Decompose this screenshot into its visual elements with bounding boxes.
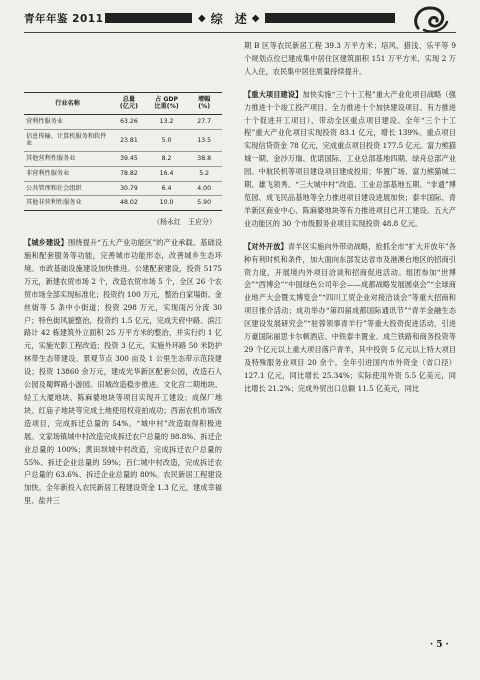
table-cell: 其他营利性服务业	[24, 152, 111, 167]
right-column	[244, 40, 456, 400]
section-title: 综 述	[210, 11, 247, 26]
table-cell: 5.2	[186, 166, 222, 181]
paragraph-opening-up	[244, 241, 456, 396]
table-row	[24, 152, 222, 167]
table-row	[24, 129, 222, 152]
table-col-header: 占 GDP 比重(%)	[147, 93, 187, 115]
table-row	[24, 166, 222, 181]
industry-table	[24, 92, 222, 211]
table-cell: 39.45	[111, 152, 147, 167]
table-cell: 30.79	[111, 181, 147, 196]
paragraph-text: 期 B 区等农民新居工程 39.3 万平方米；培风、猎浅、乐平等 9 个规划点位已建成集中居住区建筑面积 151 万平方米，实现 2 万人入住，农民集中居住质量持续提升。	[244, 41, 456, 76]
table-cell: 8.2	[147, 152, 187, 167]
table-cell: 其他非营利性服务业	[24, 196, 111, 211]
table-cell: 非营利性服务业	[24, 166, 111, 181]
table-cell: 公共管理和社会组织	[24, 181, 111, 196]
left-column	[24, 40, 222, 512]
paragraph-major-projects	[244, 89, 456, 231]
paragraph-text: 围绕提升“五大产业功能区”的产业承载、基础设施和配套服务等功能，完善城市功能形态，改善城乡生态环境。市政基础设施建设加快推进。公建配套建设，投资 5175 万元，新建农贸市场 2 个，改造农贸市场 5 个，全区 26 个农贸市场全部实现标准化；投资约 100 万元，整治白家場街、金丝街等 5 条中小街道；投资 298 万元，实现雨污分流 30 户；特色街风貌整治，投资约 1.5 亿元，完成天府中路、滨江路计 42 栋建筑外立面积 25 万平方米的整治，并实行约 1 亿元，实施光影工程改造；投资 3 亿元，实施外环路 50 米防护林带生态带建设、景观节点 300 亩及 1 公里生态带示范段建设；投资 13860 余万元，建成光华新区配套公园，改造石人公园及蜀辉路小游园。旧城改造稳步推进。文化宫二期地块、轻工大厦地块、陈麻婆地块等项目实现开工建设；成保厂地块、红庙子地块等完成土地使用权竞拍成功；西南农机市场改造项目，完成拆迁总量的 54%。“城中村”改造取得积极进展。文家场镇城中村改造完成拆迁农户总量的 98.8%、拆迁企业总量的 100%；黄田坝城中村改造，完成拆迁农户总量的 55%、拆迁企业总量的 59%；百仁城中村改造，完成拆迁农户总量的 63.6%、拆迁企业总量的 80%。农民新居工程建设加快。全年新投入农民新居工程建设资金 1.3 亿元，建成幸福里、盐井三	[24, 238, 222, 506]
table-cell: 13.5	[186, 129, 222, 152]
journal-title: 青年年鉴 2011	[24, 13, 104, 25]
table-cell: 27.7	[186, 114, 222, 129]
table-col-header: 总量 (亿元)	[111, 93, 147, 115]
swirl-logo-icon	[410, 2, 450, 36]
section-title-box	[192, 9, 265, 27]
table-cell: 5.90	[186, 196, 222, 211]
table-cell: 23.81	[111, 129, 147, 152]
paragraph-urban-construction	[24, 237, 222, 508]
table-col-header: 增幅 (%)	[186, 93, 222, 115]
table-cell: 13.2	[147, 114, 187, 129]
table-cell: 10.0	[147, 196, 187, 211]
diamond-icon: ◆	[251, 12, 260, 24]
section-tag: 【城乡建设】	[24, 238, 68, 248]
page-number: · 5 ·	[430, 640, 449, 650]
table-cell: 6.4	[147, 181, 187, 196]
table-cell: 5.0	[147, 129, 187, 152]
table-header-row	[24, 93, 222, 115]
table-author: （杨永红 王应分）	[153, 218, 216, 227]
table-cell: 78.82	[111, 166, 147, 181]
section-tag: 【重大项目建设】	[244, 89, 303, 99]
table-row	[24, 196, 222, 211]
paragraph-text: 青羊区实施向外带动战略，抢抓全市“扩大开放年”各种有利时机和条件，加大面向东部发达省市及港澳台地区的招商引资力度，开展境内外项目洽谈和招商促进活动。组团参加“世博会”“西博会”“中国绿色公司年会——成都战略发展圆桌会”“全球商业地产大会暨太博览会”“四川工贸企业对接洽谈会”等重大招商和项目推介活动；成功举办“第四届成都国际通讯节”“青羊金融生态区建设发展研究会”“驻蓉领事青羊行”等重大投资促进活动，引进万豪国际丽思卡尔顿酒店、中铁泰丰置业、成兰铁路和商务投资等 29 个亿元以上重大项目落户青羊，其中投资 5 亿元以上特大项目及特殊服务业项目 20 余个。全年引进国内市外资金（省口径）127.1 亿元，同比增长 25.34%；实际使用外资 5.5 亿美元，同比增长 21.2%；完成外贸出口总额 11.5 亿美元，同比	[244, 241, 456, 393]
table-row	[24, 114, 222, 129]
table-cell: 营利性服务业	[24, 114, 111, 129]
table-cell: 信息传输、计算机服务和软件业	[24, 129, 111, 152]
header-rule	[24, 32, 456, 33]
table-cell: 48.02	[111, 196, 147, 211]
table-row	[24, 181, 222, 196]
section-tag: 【对外开放】	[244, 241, 288, 251]
table-col-header: 行业名称	[24, 93, 111, 115]
page-header	[0, 0, 480, 36]
table-cell: 4.00	[186, 181, 222, 196]
table-cell: 38.8	[186, 152, 222, 167]
paragraph-text: 加快实施“三个十工程”重大产业化项目战略（强力推进十个竣工投产项目、全力推进十个加快建设项目、有力推进十个促进开工项目），带动全区重点项目建设。全年“三个十工程”重大产业化项目实现投资 83.1 亿元，增长 139%。重点项目实现信贷资金 78 亿元，完成重点项目投资 177.5 亿元。富力熊猫城一期、金沙万瑞、优诺国际、工业总部基地四期、绿舟总部产业园、中航民机等项目建设项目建成投用；华置广场、富力熊猫城二期、雄飞领秀、“三大城中村”改造、工业总部基地五期、“非遗”博览园、成飞民品基地等全力推进项目建设进展加快；泰丰国际、青羊新区商业中心、陈麻婆地块等有力推进项目已开工建设。五大产业功能区的 30 个市级服务业项目实现投资 48.8 亿元。	[244, 89, 456, 228]
table-cell: 16.4	[147, 166, 187, 181]
diamond-icon: ◆	[198, 12, 206, 24]
paragraph-continued	[244, 40, 456, 79]
table-cell: 63.26	[111, 114, 147, 129]
